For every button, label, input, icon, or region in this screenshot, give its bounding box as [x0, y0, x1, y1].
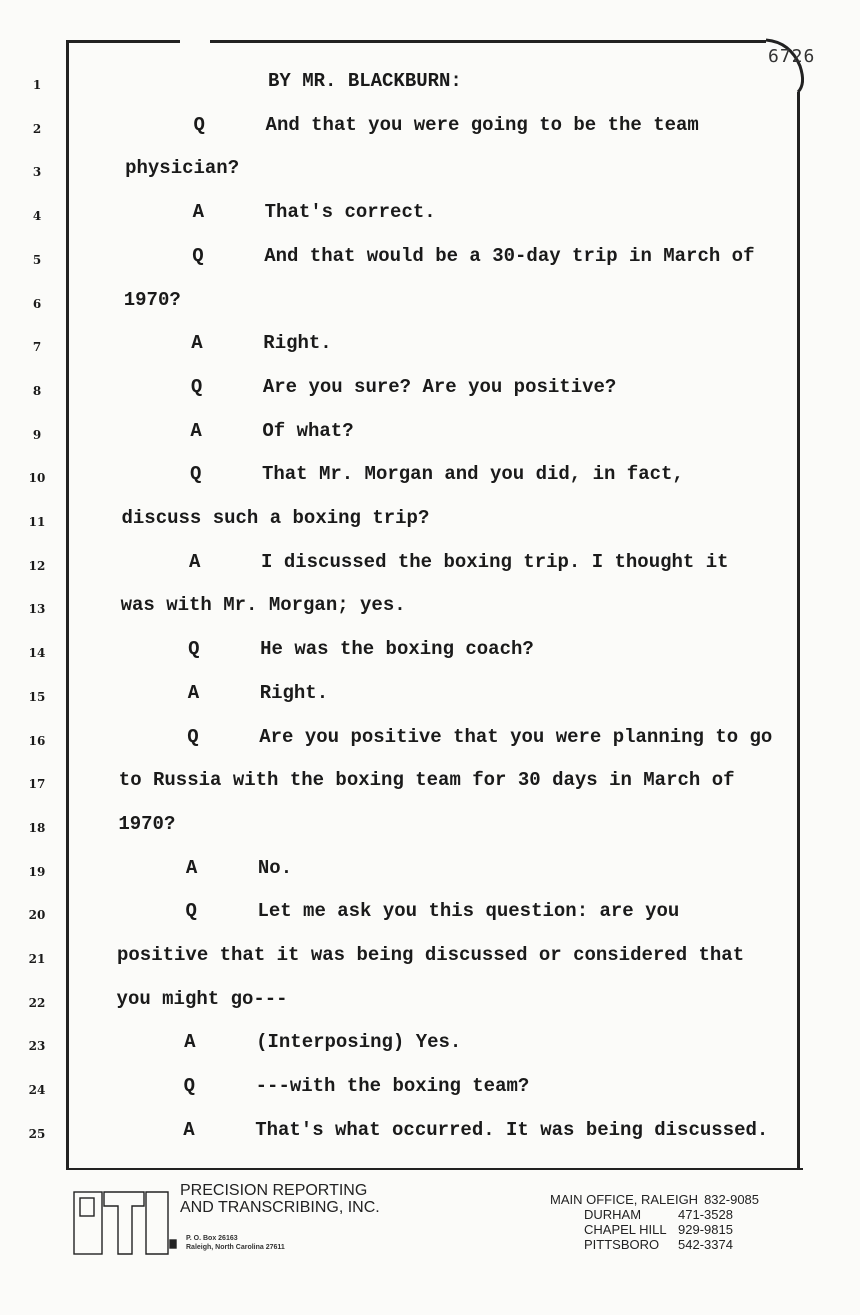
line-text: That's what occurred. It was being discussed. — [255, 1118, 769, 1141]
main-office — [550, 1192, 759, 1207]
speaker-label: Q — [185, 900, 197, 923]
line-number: 14 — [28, 646, 46, 661]
company-line-2: AND TRANSCRIBING, INC. — [180, 1199, 380, 1216]
transcript-line — [0, 900, 860, 930]
line-text: Let me ask you this question: are you — [257, 900, 680, 923]
line-number: 25 — [28, 1126, 46, 1141]
speaker-label: Q — [190, 375, 203, 398]
office-phone: 471-3528 — [678, 1207, 733, 1222]
line-number: 3 — [32, 165, 42, 180]
main-office-label: MAIN OFFICE, RALEIGH — [550, 1192, 699, 1207]
line-number: 23 — [28, 1039, 46, 1054]
line-number: 16 — [28, 733, 46, 748]
line-text: No. — [257, 856, 293, 879]
transcript-line — [0, 463, 860, 493]
line-text: Are you positive that you were planning to go — [259, 725, 773, 748]
line-number: 20 — [28, 908, 46, 923]
transcript-line — [0, 726, 860, 756]
transcript-line — [0, 1075, 860, 1105]
line-text: discuss such a boxing trip? — [121, 507, 430, 529]
line-text: physician? — [125, 157, 240, 180]
office-row — [550, 1237, 759, 1252]
transcript-line — [0, 682, 860, 712]
line-text: And that would be a 30-day trip in March of — [264, 244, 755, 267]
line-text: That's correct. — [264, 201, 436, 224]
po-box: P. O. Box 26163 — [186, 1235, 238, 1242]
line-number: 12 — [28, 558, 46, 573]
transcript-line — [0, 813, 860, 843]
office-list — [550, 1192, 759, 1252]
transcript-line — [0, 376, 860, 406]
transcript-line — [0, 944, 860, 974]
speaker-label: A — [187, 681, 200, 704]
transcript-line — [0, 157, 860, 187]
transcript-line — [0, 70, 860, 100]
speaker-label: A — [192, 201, 205, 224]
office-phone: 542-3374 — [678, 1237, 733, 1252]
speaker-label: A — [183, 1118, 195, 1141]
line-text: And that you were going to be the team — [265, 113, 699, 136]
transcript-line — [0, 332, 860, 362]
pt-logo-icon — [70, 1182, 178, 1258]
line-text: Are you sure? Are you positive? — [262, 375, 617, 398]
line-number: 8 — [32, 383, 42, 398]
line-number: 22 — [28, 995, 46, 1010]
company-name — [180, 1182, 380, 1216]
line-number: 7 — [32, 340, 42, 355]
frame-top-edge — [66, 40, 766, 43]
speaker-label: Q — [183, 1075, 196, 1098]
transcript-line — [0, 420, 860, 450]
transcript-line — [0, 289, 860, 319]
line-number: 1 — [32, 78, 42, 92]
transcript-line — [0, 201, 860, 231]
company-line-1: PRECISION REPORTING — [180, 1182, 368, 1199]
speaker-label: Q — [188, 638, 200, 661]
transcript-line — [0, 245, 860, 275]
company-address — [186, 1234, 285, 1252]
transcript-line — [0, 507, 860, 537]
transcript-line — [0, 769, 860, 799]
line-number: 10 — [28, 471, 46, 486]
line-number: 21 — [28, 952, 46, 966]
line-number: 11 — [28, 515, 46, 529]
main-office-phone: 832-9085 — [704, 1192, 760, 1207]
transcript-line — [0, 857, 860, 887]
line-number: 13 — [28, 602, 46, 617]
city-address: Raleigh, North Carolina 27611 — [186, 1244, 285, 1251]
line-number: 24 — [28, 1083, 46, 1098]
bates-stamp: 6726 — [768, 46, 816, 67]
line-number: 5 — [32, 252, 42, 267]
line-text: 1970? — [123, 288, 181, 311]
office-phone: 929-9815 — [678, 1222, 733, 1237]
transcript-line — [0, 988, 860, 1018]
line-text: you might go--- — [116, 987, 288, 1010]
line-number: 2 — [32, 121, 42, 136]
line-text: positive that it was being discussed or considered that — [117, 944, 745, 966]
speaker-label: A — [184, 1031, 196, 1054]
office-name: CHAPEL HILL — [584, 1222, 667, 1237]
line-text: 1970? — [118, 812, 176, 835]
office-name: PITTSBORO — [584, 1237, 660, 1252]
transcript-line — [0, 1031, 860, 1061]
transcript-line — [0, 114, 860, 144]
office-row — [550, 1207, 759, 1222]
line-number: 9 — [32, 427, 42, 442]
office-row — [550, 1222, 759, 1237]
transcript-line — [0, 638, 860, 668]
line-text: He was the boxing coach? — [260, 638, 534, 661]
speaker-label: A — [189, 550, 201, 573]
transcript-line — [0, 1119, 860, 1149]
line-text: That Mr. Morgan and you did, in fact, — [261, 463, 684, 486]
speaker-label: Q — [189, 463, 202, 486]
line-text: BY MR. BLACKBURN: — [268, 70, 462, 92]
line-text: Right. — [259, 681, 329, 704]
line-number: 17 — [28, 777, 46, 792]
speaker-label: Q — [192, 244, 204, 267]
line-text: to Russia with the boxing team for 30 days in March of — [118, 769, 735, 792]
speaker-label: A — [185, 856, 198, 879]
speaker-label: A — [191, 332, 203, 355]
line-number: 18 — [28, 820, 46, 835]
line-text: I discussed the boxing trip. I thought it — [261, 550, 729, 573]
transcript-line — [0, 551, 860, 581]
transcript-line — [0, 594, 860, 624]
line-text: (Interposing) Yes. — [256, 1031, 462, 1054]
speaker-label: Q — [187, 725, 199, 748]
line-number: 19 — [28, 864, 46, 879]
speaker-label: Q — [193, 113, 205, 136]
line-text: ---with the boxing team? — [255, 1075, 530, 1098]
page-footer — [0, 1170, 860, 1315]
line-text: Of what? — [262, 419, 354, 442]
line-number: 15 — [28, 689, 46, 704]
line-number: 4 — [32, 209, 42, 224]
line-text: Right. — [263, 332, 332, 355]
office-name: DURHAM — [584, 1207, 642, 1222]
line-text: was with Mr. Morgan; yes. — [120, 594, 406, 617]
line-number: 6 — [32, 296, 42, 311]
frame-top-gap — [180, 36, 210, 46]
speaker-label: A — [190, 419, 202, 442]
